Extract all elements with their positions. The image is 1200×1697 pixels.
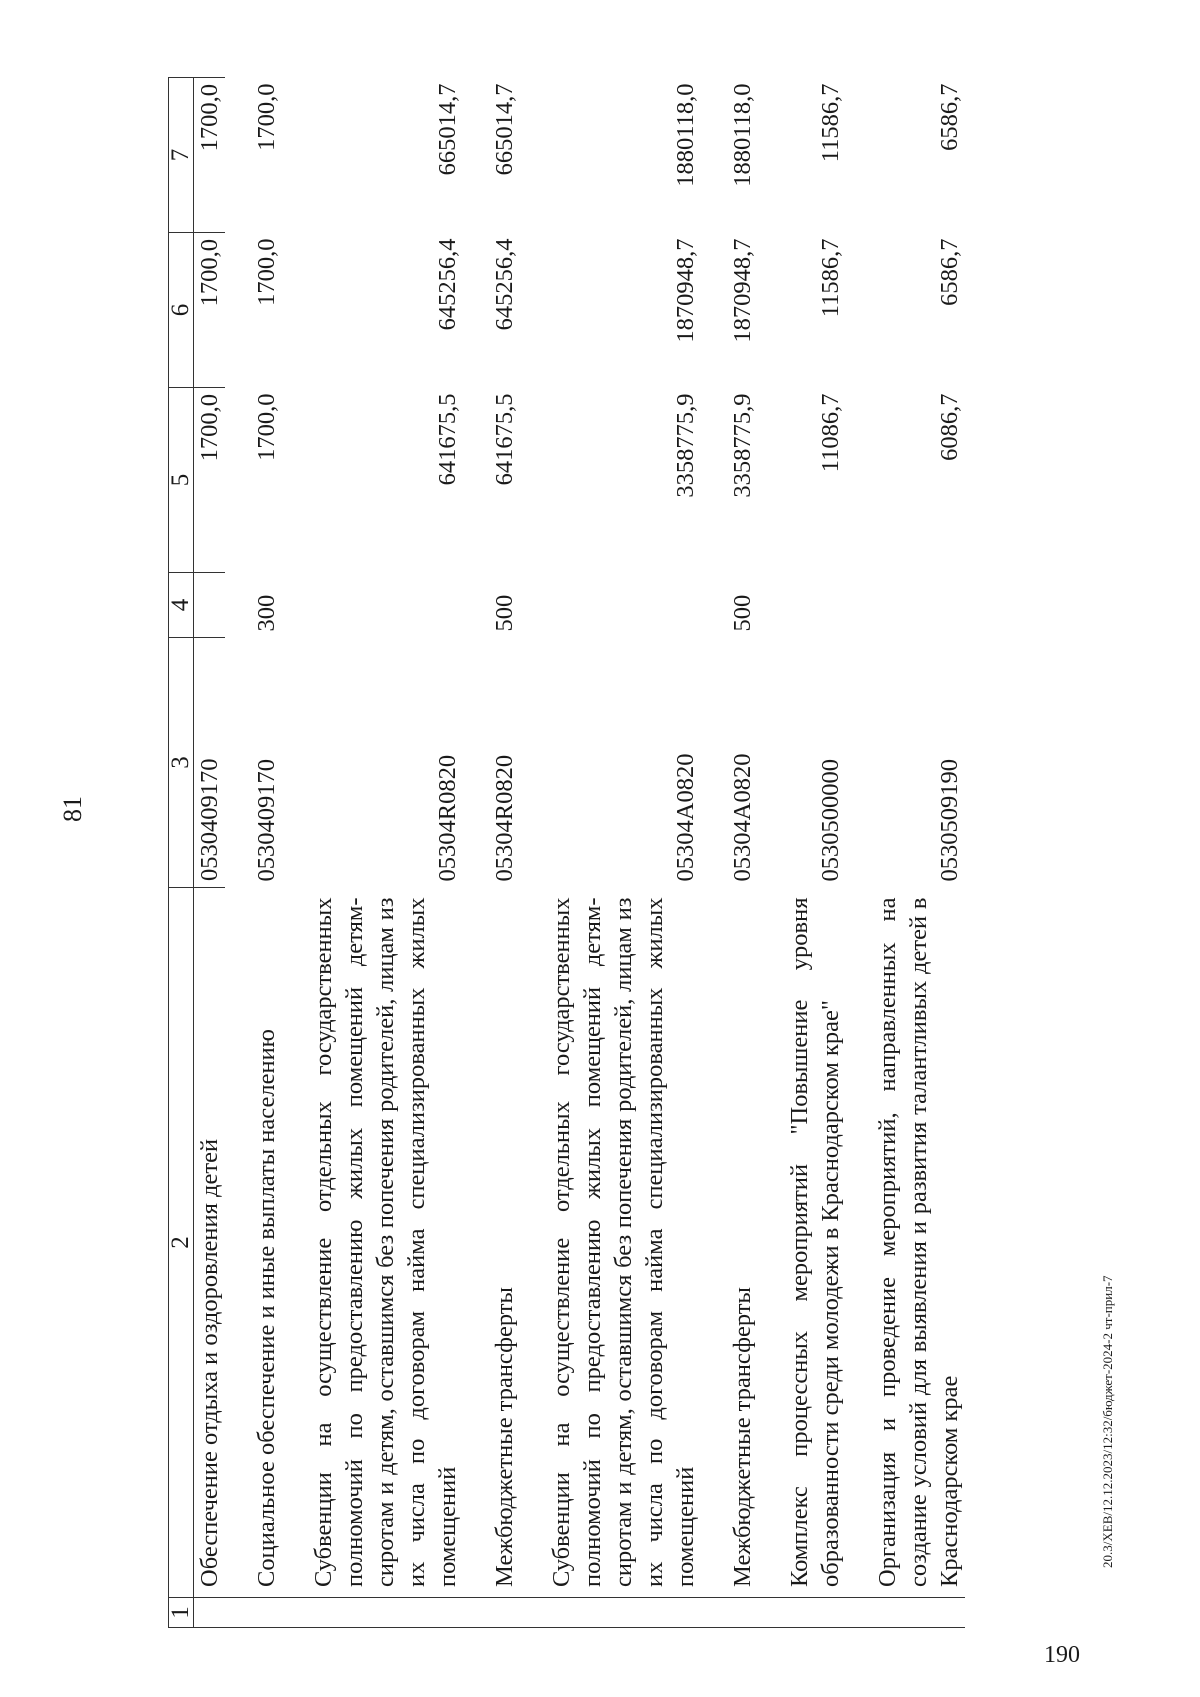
row-value-5: 11086,7 — [817, 393, 844, 473]
row-value-6: 1700,0 — [253, 238, 280, 306]
row-name: Комплекс процессных мероприятий "Повышение уровня образованности среди молодежи в Краснодарском крае" — [758, 888, 846, 1598]
table-row — [194, 78, 226, 1628]
row-value-5: 641675,5 — [434, 393, 461, 486]
page-number: 81 — [58, 796, 87, 822]
row-code: 05304R0820 — [434, 754, 461, 882]
row-value-6: 1870948,7 — [672, 238, 699, 343]
header-col-2: 2 — [169, 888, 194, 1598]
budget-table — [168, 77, 965, 1628]
row-value-6: 1870948,7 — [729, 238, 756, 343]
row-value-7: 11586,7 — [817, 83, 844, 163]
row-code: 0530409170 — [194, 638, 226, 888]
row-value-6: 645256,4 — [434, 238, 461, 331]
row-code: 0530409170 — [253, 759, 280, 882]
row-name: Субвенции на осуществление отдельных государственных полномочий по предоставлению жилых помещений детям-сиротам и детям, оставшимся без попечения родителей, лицам из их числа по договорам найма специализированных жилых помещений — [282, 888, 463, 1598]
row-value-6: 1700,0 — [194, 233, 226, 388]
table-row — [463, 78, 520, 1628]
row-code: 0530509190 — [936, 759, 963, 882]
row-index-cell — [463, 1598, 520, 1628]
row-index-cell — [282, 1598, 463, 1628]
header-col-6: 6 — [169, 233, 194, 388]
header-col-1: 1 — [169, 1598, 194, 1628]
document-footer-id: 20.3/ХЕВ/12.12.2023/12:32/бюджет-2024-2 чт-прил-7 — [1100, 1275, 1115, 1568]
row-value-7: 1880118,0 — [729, 83, 756, 187]
row-value-5: 3358775,9 — [672, 393, 699, 498]
row-index-cell — [758, 1598, 846, 1628]
row-value-5: 1700,0 — [194, 388, 226, 573]
table-row — [520, 78, 701, 1628]
row-value-7: 665014,7 — [491, 83, 518, 176]
row-kvr — [758, 573, 846, 638]
row-name: Социальное обеспечение и иные выплаты населению — [225, 888, 282, 1598]
sheet-number: 190 — [1044, 1642, 1080, 1668]
row-kvr: 500 — [729, 594, 756, 632]
row-code: 0530500000 — [817, 759, 844, 882]
row-index-cell — [194, 1598, 226, 1628]
row-value-6: 645256,4 — [491, 238, 518, 331]
header-col-4: 4 — [169, 573, 194, 638]
table-row — [282, 78, 463, 1628]
row-value-7: 1700,0 — [253, 83, 280, 151]
row-value-6: 11586,7 — [817, 238, 844, 318]
table-row — [225, 78, 282, 1628]
row-name: Организация и проведение мероприятий, направленных на создание условий для выявления и развития талантливых детей в Краснодарском крае — [846, 888, 965, 1598]
row-value-7: 1880118,0 — [672, 83, 699, 187]
table-row — [846, 78, 965, 1628]
table-row — [758, 78, 846, 1628]
header-col-7: 7 — [169, 78, 194, 233]
row-value-5: 1700,0 — [253, 393, 280, 461]
row-index-cell — [225, 1598, 282, 1628]
rotated-page — [168, 78, 1048, 1628]
row-value-5: 3358775,9 — [729, 393, 756, 498]
row-name: Обеспечение отдыха и оздоровления детей — [194, 888, 226, 1598]
row-name: Межбюджетные трансферты — [701, 888, 758, 1598]
row-kvr — [282, 573, 463, 638]
row-value-5: 641675,5 — [491, 393, 518, 486]
row-kvr — [846, 573, 965, 638]
row-value-7: 6586,7 — [936, 83, 963, 151]
row-kvr — [194, 573, 226, 638]
row-code: 05304A0820 — [729, 753, 756, 882]
row-value-6: 6586,7 — [936, 238, 963, 306]
row-code: 05304R0820 — [491, 754, 518, 882]
row-index-cell — [701, 1598, 758, 1628]
row-kvr — [520, 573, 701, 638]
row-value-7: 665014,7 — [434, 83, 461, 176]
row-value-7: 1700,0 — [194, 78, 226, 233]
row-kvr: 500 — [491, 594, 518, 632]
row-code: 05304A0820 — [672, 753, 699, 882]
row-name: Межбюджетные трансферты — [463, 888, 520, 1598]
row-value-5: 6086,7 — [936, 393, 963, 461]
header-col-5: 5 — [169, 388, 194, 573]
row-name: Субвенции на осуществление отдельных государственных полномочий по предоставлению жилых помещений детям-сиротам и детям, оставшимся без попечения родителей, лицам из их числа по договорам найма специализированных жилых помещений — [520, 888, 701, 1598]
row-index-cell — [846, 1598, 965, 1628]
row-kvr: 300 — [253, 594, 280, 632]
table-row — [701, 78, 758, 1628]
table-header-row — [169, 78, 194, 1628]
row-index-cell — [520, 1598, 701, 1628]
header-col-3: 3 — [169, 638, 194, 888]
